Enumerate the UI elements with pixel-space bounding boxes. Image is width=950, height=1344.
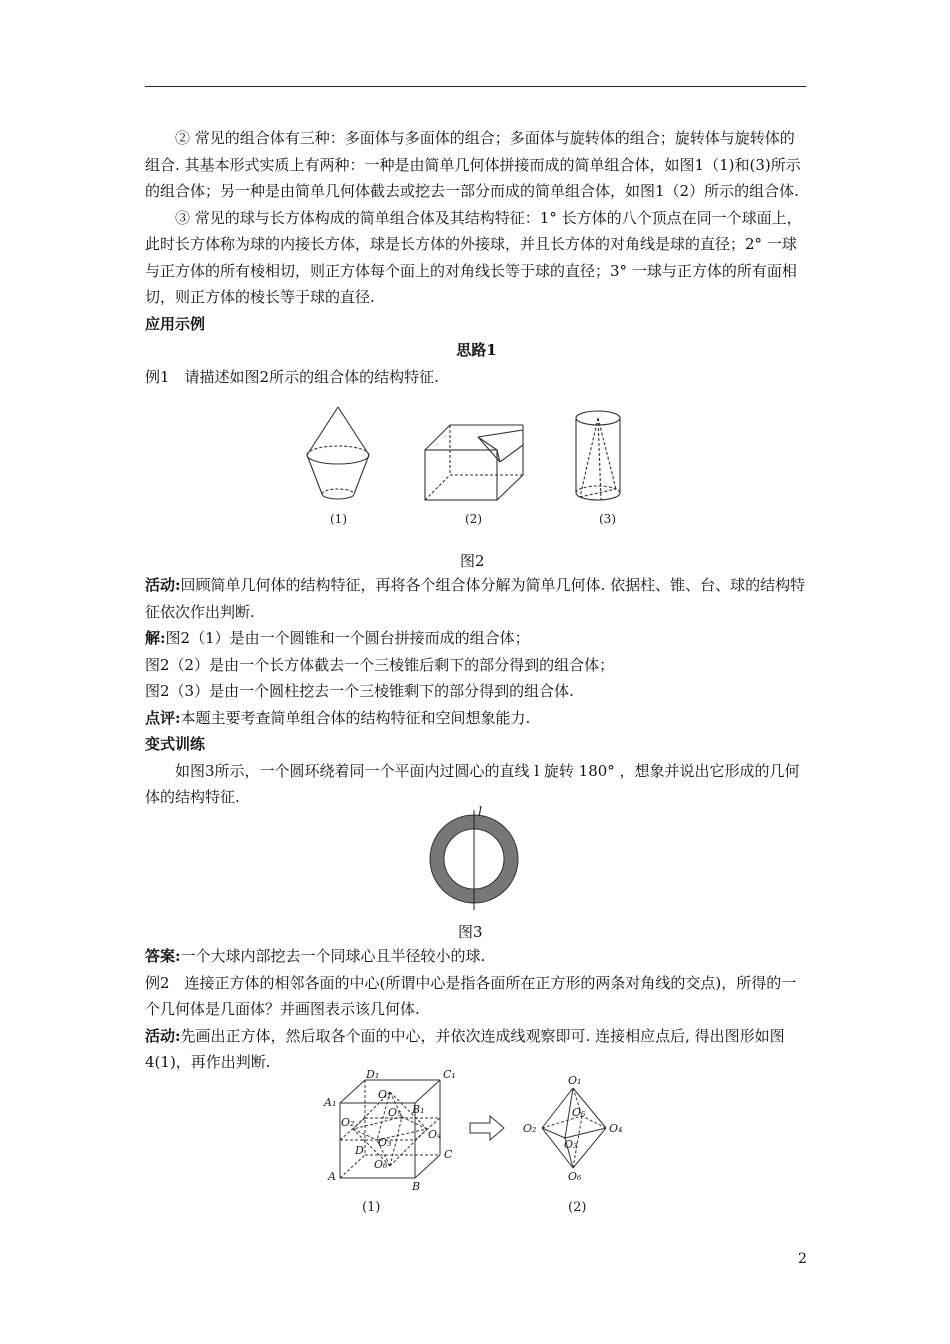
label-C: C	[444, 1148, 453, 1161]
paragraph-sphere-cuboid: ③ 常见的球与长方体构成的简单组合体及其结构特征：1° 长方体的八个顶点在同一个球面上，此时长方体称为球的内接长方体，球是长方体的外接球，并且长方体的对角线是球的直径；2° 一球与正方体的所有棱相切，则正方体每个面上的对角线长等于球的直径；3° 一球与正方体的所有面相切，则正方体的棱长等于球的直径.	[145, 208, 802, 306]
label-D: D	[355, 1144, 364, 1157]
solution-label: 解:	[145, 629, 166, 647]
figure-2-sub-1: (1)	[330, 512, 347, 526]
heading-variation: 变式训练	[145, 735, 206, 753]
label-O3: O₃	[378, 1136, 392, 1149]
figure-2	[295, 405, 645, 535]
figure-2-sub-2: (2)	[465, 512, 482, 526]
header-rule	[145, 86, 806, 87]
figure-3	[420, 800, 530, 912]
label-B1: B₁	[412, 1103, 425, 1116]
figure-4	[320, 1068, 640, 1218]
label-O6: O₆	[374, 1158, 388, 1171]
label-B: B	[412, 1180, 421, 1193]
oct-label-O5: O₅	[572, 1106, 586, 1119]
solution-line-2: 图2（2）是由一个长方体截去一个三棱锥后剩下的部分得到的组合体；	[145, 655, 615, 674]
solution-line-3: 图2（3）是由一个圆柱挖去一个三棱锥剩下的部分得到的组合体.	[145, 682, 574, 700]
figure-4-sub-2: (2)	[568, 1200, 587, 1215]
cone-frustum-shape	[307, 407, 369, 499]
label-O1: O₁	[378, 1088, 392, 1101]
solution-line-1: 图2（1）是由一个圆锥和一个圆台拼接而成的组合体；	[165, 629, 530, 647]
oct-label-O1: O₁	[568, 1074, 582, 1087]
answer-label: 答案:	[145, 947, 181, 965]
label-A1: A₁	[324, 1096, 337, 1109]
paragraph-combination-types: ② 常见的组合体有三种：多面体与多面体的组合；多面体与旋转体的组合；旋转体与旋转体的组合. 其基本形式实质上有两种：一种是由简单几何体拼接而成的简单组合体，如图1（1)和(3)所示的组合体；另一种是由简单几何体截去或挖去一部分而成的简单组合体，如图1（2）所示的组合体.	[145, 129, 801, 200]
label-D1: D₁	[366, 1068, 380, 1081]
cylinder-cone-shape	[576, 411, 620, 500]
comment-text: 本题主要考查简单组合体的结构特征和空间想象能力.	[180, 708, 531, 727]
text-block-example1	[145, 572, 808, 811]
text-block-example2	[145, 943, 808, 1076]
example-1: 例1 请描述如图2所示的组合体的结构特征.	[145, 367, 439, 386]
oct-label-O4: O₄	[609, 1122, 623, 1135]
example-2: 例2 连接正方体的相邻各面的中心(所谓中心是指各面所在正方形的两条对角线的交点)，所得的一个几何体是几面体？并画图表示该几何体.	[145, 973, 797, 1018]
oct-label-O3: O₃	[564, 1138, 578, 1151]
figure-2-sub-3: (3)	[599, 512, 616, 526]
octahedron-shape	[542, 1088, 606, 1168]
activity-1-text: 回顾简单几何体的结构特征，再将各个组合体分解为简单几何体. 依据柱、锥、台、球的结构特征依次作出判断.	[145, 576, 806, 621]
label-C1: C₁	[443, 1068, 456, 1081]
axis-label: l	[478, 805, 483, 820]
figure-3-caption: 图3	[458, 923, 483, 941]
figure-2-caption: 图2	[460, 552, 485, 570]
page-number: 2	[798, 1251, 807, 1267]
heading-application: 应用示例	[145, 314, 206, 333]
comment-label: 点评:	[145, 708, 181, 727]
oct-label-O2: O₂	[523, 1122, 537, 1135]
activity-1-label: 活动:	[145, 576, 181, 594]
label-O5: O₅	[388, 1106, 402, 1119]
activity-2-label: 活动:	[145, 1026, 181, 1045]
answer-text: 一个大球内部挖去一个同球心且半径较小的球.	[180, 947, 486, 965]
text-block-intro	[145, 125, 808, 390]
oct-label-O6: O₆	[568, 1170, 582, 1183]
heading-idea: 思路1	[456, 341, 497, 359]
label-O2: O₂	[341, 1116, 355, 1129]
label-A: A	[328, 1170, 336, 1183]
activity-2-text: 先画出正方体，然后取各个面的中心，并依次连成线观察即可. 连接相应点后, 得出图形如图4(1)，再作出判断.	[145, 1026, 785, 1071]
label-O4: O₄	[428, 1128, 442, 1141]
cuboid-cut-shape	[425, 425, 523, 500]
arrow-icon	[470, 1116, 504, 1140]
variation-text: 如图3所示，一个圆环绕着同一个平面内过圆心的直线 l 旋转 180° ，想象并说出它形成的几何体的结构特征.	[145, 761, 800, 806]
figure-4-sub-1: (1)	[362, 1200, 381, 1215]
